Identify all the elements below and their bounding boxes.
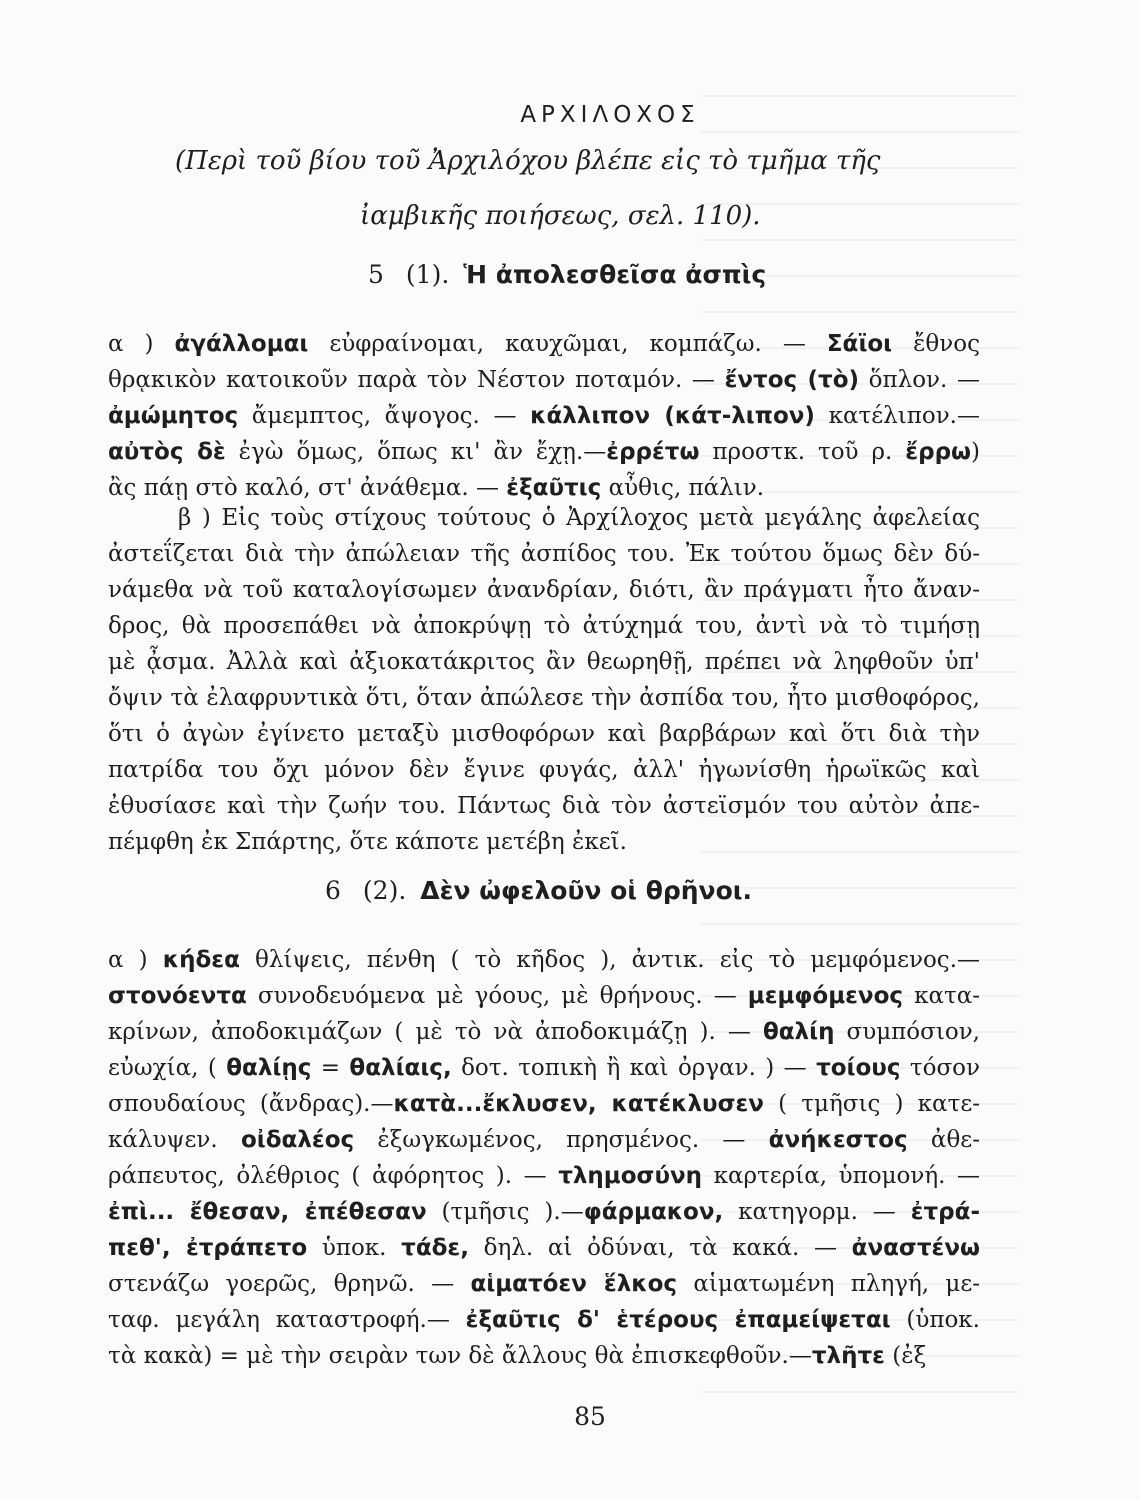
gloss-text: εὐωχία, ( <box>108 1055 227 1081</box>
gloss-text: αἱματωμένη πληγή, με- <box>677 1271 981 1297</box>
lemma-term: αἱματόεν ἕλκος <box>470 1271 678 1297</box>
lemma-term: αὐτὸς δὲ <box>108 439 226 465</box>
gloss-text: κατηγορμ. — <box>723 1199 911 1225</box>
text-line <box>108 1122 980 1158</box>
lemma-term: κατὰ...ἔκλυσεν, κατέκλυσεν <box>393 1091 764 1117</box>
lemma-term: ἐρρέτω <box>606 439 700 465</box>
section-6-number: 6 <box>325 876 341 905</box>
gloss-text: ὅπλον. — <box>859 367 980 393</box>
lemma-term: ἀνήκεστος <box>768 1127 908 1153</box>
gloss-text: α ) <box>108 331 175 357</box>
text-line: ὅτι ὁ ἀγὼν ἐγίνετο μεταξὺ μισθοφόρων καὶ βαρβάρων καὶ ὅτι διὰ τὴν <box>108 721 980 747</box>
gloss-text: θρᾳκικὸν κατοικοῦν παρὰ τὸν Νέστον ποταμόν. — <box>108 367 725 393</box>
gloss-text: ταφ. μεγάλη καταστροφή.— <box>108 1307 466 1333</box>
text-line: δρος, θὰ προσεπάθει νὰ ἀποκρύψῃ τὸ ἀτύχημά του, ἀντὶ νὰ τὸ τιμήσῃ <box>108 613 980 639</box>
gloss-text: αὖθις, πάλιν. <box>601 475 765 501</box>
section-5-heading <box>368 260 1068 289</box>
lemma-term: τοίους <box>816 1055 901 1081</box>
text-line <box>108 978 980 1014</box>
section-6-part-a <box>108 942 980 1374</box>
text-line <box>108 1266 980 1302</box>
gloss-text: θλίψεις, πένθη ( τὸ κῆδος ), ἀντικ. εἰς τὸ μεμφόμενος.— <box>239 947 980 973</box>
gloss-text: δηλ. αἱ ὀδύναι, τὰ κακά. — <box>468 1235 852 1261</box>
gloss-text: ἔθνος <box>892 331 980 357</box>
text-line: β ) Εἰς τοὺς στίχους τούτους ὁ Ἀρχίλοχος μετὰ μεγάλης ἀφελείας <box>178 505 980 531</box>
text-line <box>108 1302 980 1338</box>
section-6-title: Δὲν ὠφελοῦν οἱ θρῆνοι. <box>420 876 753 905</box>
lemma-term: ἐτρά- <box>910 1199 980 1225</box>
section-5-title: Ἡ ἀπολεσθεῖσα ἀσπὶς <box>463 260 767 289</box>
gloss-text: συμπόσιον, <box>834 1019 980 1045</box>
text-line: ἀστεΐζεται διὰ τὴν ἀπώλειαν τῆς ἀσπίδος του. Ἐκ τούτου ὅμως δὲν δύ- <box>108 541 980 567</box>
section-5-part-b <box>108 500 980 860</box>
text-line: μὲ ᾆσμα. Ἀλλὰ καὶ ἀξιοκατάκριτος ἂν θεωρηθῇ, πρέπει νὰ ληφθοῦν ὑπ' <box>108 649 980 675</box>
lemma-term: ἔντος (τὸ) <box>724 367 860 393</box>
lemma-term: πεθ', ἐτράπετο <box>108 1235 308 1261</box>
lemma-term: ἐπὶ... ἔθεσαν, ἐπέθεσαν <box>108 1199 427 1225</box>
text-line <box>108 1014 980 1050</box>
gloss-text: ἐγὼ ὅμως, ὅπως κι' ἂν ἔχῃ.— <box>225 439 607 465</box>
text-line <box>108 1158 980 1194</box>
text-line <box>108 434 980 470</box>
lemma-term: ἀγάλλομαι <box>174 331 309 357</box>
text-line <box>108 1338 980 1374</box>
gloss-text: στενάζω γοερῶς, θρηνῶ. — <box>108 1271 471 1297</box>
lemma-term: ἔρρω <box>905 439 972 465</box>
biography-note-line-2: ἰαμβικῆς ποιήσεως, σελ. 110). <box>360 201 761 231</box>
gloss-text: κατέλιπον.— <box>814 403 980 429</box>
lemma-term: ἐξαῦτις δ' ἑτέρους ἐπαμείψεται <box>465 1307 891 1333</box>
lemma-term: ἀναστένω <box>851 1235 980 1261</box>
text-line <box>108 362 980 398</box>
lemma-term: Σάϊοι <box>826 331 893 357</box>
lemma-term: θαλίῃς <box>226 1055 312 1081</box>
text-line <box>108 326 980 362</box>
lemma-term: τλημοσύνη <box>558 1163 703 1189</box>
gloss-text: ) <box>971 439 981 465</box>
gloss-text: = <box>311 1055 350 1081</box>
gloss-text: ( τμῆσις ) κατε- <box>763 1091 981 1117</box>
gloss-text: ὑποκ. <box>307 1235 402 1261</box>
section-5-number: 5 <box>368 260 384 289</box>
gloss-text: (τμῆσις ).— <box>426 1199 584 1225</box>
lemma-term: ἐξαῦτις <box>506 475 602 501</box>
section-6-heading <box>325 876 1025 905</box>
gloss-text: τὰ κακὰ) = μὲ τὴν σειρὰν των δὲ ἄλλους θὰ ἐπισκεφθοῦν.— <box>108 1343 812 1369</box>
text-line: πέμφθη ἐκ Σπάρτης, ὅτε κάποτε μετέβη ἐκεῖ. <box>108 829 627 855</box>
gloss-text: ἄμεμπτος, ἄψογος. — <box>238 403 531 429</box>
section-5-ref: (1). <box>405 260 450 289</box>
section-5-part-a <box>108 326 980 506</box>
text-line: πατρίδα του ὄχι μόνον δὲν ἔγινε φυγάς, ἀλλ' ἠγωνίσθη ἡρωϊκῶς καὶ <box>108 757 980 783</box>
gloss-text: κατα- <box>903 983 980 1009</box>
text-line: ἐθυσίασε καὶ τὴν ζωήν του. Πάντως διὰ τὸν ἀστεϊσμόν του αὐτὸν ἀπε- <box>108 793 980 819</box>
page-title: ΑΡΧΙΛΟΧΟΣ <box>520 102 700 128</box>
lemma-term: οἰδαλέος <box>240 1127 355 1153</box>
lemma-term: φάρμακον, <box>583 1199 724 1225</box>
gloss-text: εὐφραίνομαι, καυχῶμαι, κομπάζω. — <box>308 331 827 357</box>
text-line <box>108 1050 980 1086</box>
lemma-term: θαλίη <box>762 1019 835 1045</box>
section-6-ref: (2). <box>362 876 407 905</box>
gloss-text: κρίνων, ἀποδοκιμάζων ( μὲ τὸ νὰ ἀποδοκιμάζῃ ). — <box>108 1019 763 1045</box>
text-line <box>108 1086 980 1122</box>
gloss-text: καρτερία, ὑπομονή. — <box>702 1163 980 1189</box>
gloss-text: προστκ. τοῦ ρ. <box>699 439 906 465</box>
text-line <box>108 942 980 978</box>
gloss-text: κάλυψεν. <box>108 1127 241 1153</box>
text-line <box>108 398 980 434</box>
gloss-text: τόσον <box>900 1055 980 1081</box>
gloss-text: α ) <box>108 947 163 973</box>
page-number: 85 <box>574 1402 606 1431</box>
text-line: νάμεθα νὰ τοῦ καταλογίσωμεν ἀνανδρίαν, διότι, ἂν πράγματι ἦτο ἄναν- <box>108 577 980 603</box>
lemma-term: μεμφόμενος <box>747 983 904 1009</box>
lemma-term: ἀμώμητος <box>108 403 239 429</box>
gloss-text: δοτ. τοπικὴ ἢ καὶ ὀργαν. ) — <box>451 1055 817 1081</box>
biography-note-line-1: (Περὶ τοῦ βίου τοῦ Ἀρχιλόχου βλέπε εἰς τὸ τμῆμα τῆς <box>175 146 881 176</box>
gloss-text: ἐξωγκωμένος, πρησμένος. — <box>354 1127 769 1153</box>
gloss-text: (ὑποκ. <box>890 1307 980 1333</box>
lemma-term: θαλίαις, <box>349 1055 452 1081</box>
lemma-term: στονόεντα <box>108 983 247 1009</box>
gloss-text: ἀθε- <box>907 1127 980 1153</box>
lemma-term: κάλλιπον (κάτ-λιπον) <box>530 403 815 429</box>
lemma-term: τλῆτε <box>811 1343 885 1369</box>
lemma-term: τάδε, <box>401 1235 469 1261</box>
text-line <box>108 1230 980 1266</box>
gloss-text: ράπευτος, ὀλέθριος ( ἀφόρητος ). — <box>108 1163 559 1189</box>
text-line: ὄψιν τὰ ἐλαφρυντικὰ ὅτι, ὅταν ἀπώλεσε τὴν ἀσπίδα του, ἦτο μισθοφόρος, <box>108 685 980 711</box>
gloss-text: συνοδευόμενα μὲ γόους, μὲ θρήνους. — <box>246 983 748 1009</box>
text-line <box>108 1194 980 1230</box>
lemma-term: κήδεα <box>162 947 240 973</box>
gloss-text: σπουδαίους (ἄνδρας).— <box>108 1091 394 1117</box>
gloss-text: ἂς πάῃ στὸ καλό, στ' ἀνάθεμα. — <box>108 475 507 501</box>
gloss-text: (ἐξ <box>884 1343 927 1369</box>
